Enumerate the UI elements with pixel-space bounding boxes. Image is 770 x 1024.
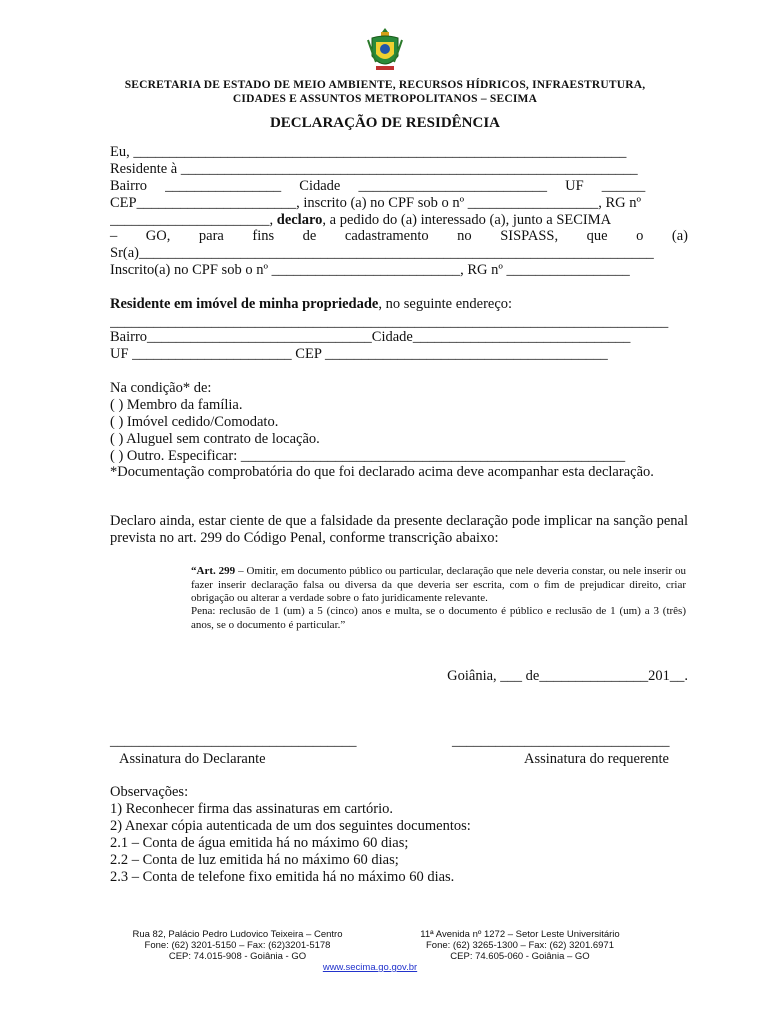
property-line-uf-cep[interactable]: UF ______________________ CEP _______________________________________	[110, 346, 608, 362]
website-link[interactable]: www.secima.go.gov.br	[322, 962, 418, 973]
form-line-inscrito[interactable]: Inscrito(a) no CPF sob o nº __________________________, RG nº _________________	[110, 262, 630, 278]
date-line[interactable]: Goiânia, ___ de_______________201__.	[447, 668, 688, 684]
property-label-bold: Residente em imóvel de minha propriedade	[110, 296, 379, 312]
condition-option-outro[interactable]: ( ) Outro. Especificar: _____________________________________________________	[110, 448, 626, 464]
signature-line-requerente[interactable]: ______________________________	[452, 733, 670, 749]
footer-left-line: Fone: (62) 3201-5150 – Fax: (62)3201-5178	[144, 940, 331, 951]
form-line-address[interactable]: Residente à _______________________________________________________________	[110, 161, 638, 177]
art-299-text: – Omitir, em documento público ou particular, declaração que nele deveria constar, ou nele inserir ou fazer inserir declaração falsa ou diversa da que deveria ser escrita, com o fim de prejudicar direito, criar obrigação ou alterar a verdade sobre o fato juridicamente relevante.	[191, 565, 686, 604]
condition-option-cedido[interactable]: ( ) Imóvel cedido/Comodato.	[110, 414, 279, 430]
observation-item: 1) Reconhecer firma das assinaturas em cartório.	[110, 801, 394, 817]
observation-item: 2.3 – Conta de telefone fixo emitida há no máximo 60 dias.	[110, 869, 455, 885]
declaration-text: Declaro ainda, estar ciente de que a falsidade da presente declaração pode implicar na sanção penal prevista no art. 299 do Código Penal, conforme transcrição abaixo:	[110, 513, 688, 546]
footer-right-address	[400, 929, 640, 962]
form-line-sra[interactable]: Sr(a)_______________________________________________________________________	[110, 245, 654, 261]
header-line-1: SECRETARIA DE ESTADO DE MEIO AMBIENTE, RECURSOS HÍDRICOS, INFRAESTRUTURA,	[124, 79, 646, 91]
art-299-label: “Art. 299	[191, 565, 236, 577]
document-title: DECLARAÇÃO DE RESIDÊNCIA	[269, 115, 501, 131]
footer-left-line: CEP: 74.015-908 - Goiânia - GO	[168, 951, 307, 962]
condition-option-familia[interactable]: ( ) Membro da família.	[110, 397, 243, 413]
property-line-address[interactable]: _____________________________________________________________________________	[110, 314, 669, 330]
form-line-bairro-cidade-uf[interactable]: Bairro ________________ Cidade __________________________ UF ______	[110, 178, 646, 194]
condition-option-aluguel[interactable]: ( ) Aluguel sem contrato de locação.	[110, 431, 320, 447]
header-line-2: CIDADES E ASSUNTOS METROPOLITANOS – SECIMA	[232, 93, 538, 105]
property-line-bairro-cidade[interactable]: Bairro_______________________________Cidade______________________________	[110, 329, 631, 345]
form-line-name[interactable]: Eu, ____________________________________________________________________	[110, 144, 627, 160]
footer-right-line: CEP: 74.605-060 - Goiânia – GO	[450, 951, 590, 962]
form-line-cep-cpf[interactable]: CEP______________________, inscrito (a) no CPF sob o nº __________________, RG nº	[110, 195, 642, 211]
property-label-rest: , no seguinte endereço:	[378, 296, 513, 312]
signature-label-declarante: Assinatura do Declarante	[119, 751, 266, 767]
observation-item: 2) Anexar cópia autenticada de um dos seguintes documentos:	[110, 818, 471, 834]
form-line-rg-declaro[interactable]	[110, 212, 688, 229]
observation-item: 2.1 – Conta de água emitida há no máximo 60 dias;	[110, 835, 409, 851]
declaro-rest: , a pedido do (a) interessado (a), junto a SECIMA	[322, 212, 612, 228]
footer-left-address	[105, 929, 370, 962]
art-299-pena: Pena: reclusão de 1 (um) a 5 (cinco) anos e multa, se o documento é público e reclusão de 1 (um) a 3 (três) anos, se o documento é particular.”	[191, 605, 686, 631]
coat-of-arms-logo	[366, 26, 404, 76]
condition-heading: Na condição* de:	[110, 380, 212, 396]
art-299-quote	[191, 565, 686, 606]
signature-line-declarante[interactable]: __________________________________	[110, 733, 357, 749]
rg-blank: ______________________,	[110, 212, 277, 228]
property-label	[110, 296, 688, 313]
form-line-sispass: – GO, para fins de cadastramento no SISPASS, que o (a)	[110, 228, 688, 244]
footer-left-line: Rua 82, Palácio Pedro Ludovico Teixeira – Centro	[132, 929, 343, 940]
observations-heading: Observações:	[110, 784, 189, 800]
footer-right-line: 11ª Avenida nº 1272 – Setor Leste Universitário	[420, 929, 620, 940]
observation-item: 2.2 – Conta de luz emitida há no máximo 60 dias;	[110, 852, 399, 868]
condition-note: *Documentação comprobatória do que foi declarado acima deve acompanhar esta declaração.	[110, 464, 654, 480]
footer-right-line: Fone: (62) 3265-1300 – Fax: (62) 3201.6971	[425, 940, 614, 951]
signature-label-requerente: Assinatura do requerente	[524, 751, 669, 767]
declaro-word: declaro	[276, 212, 323, 228]
